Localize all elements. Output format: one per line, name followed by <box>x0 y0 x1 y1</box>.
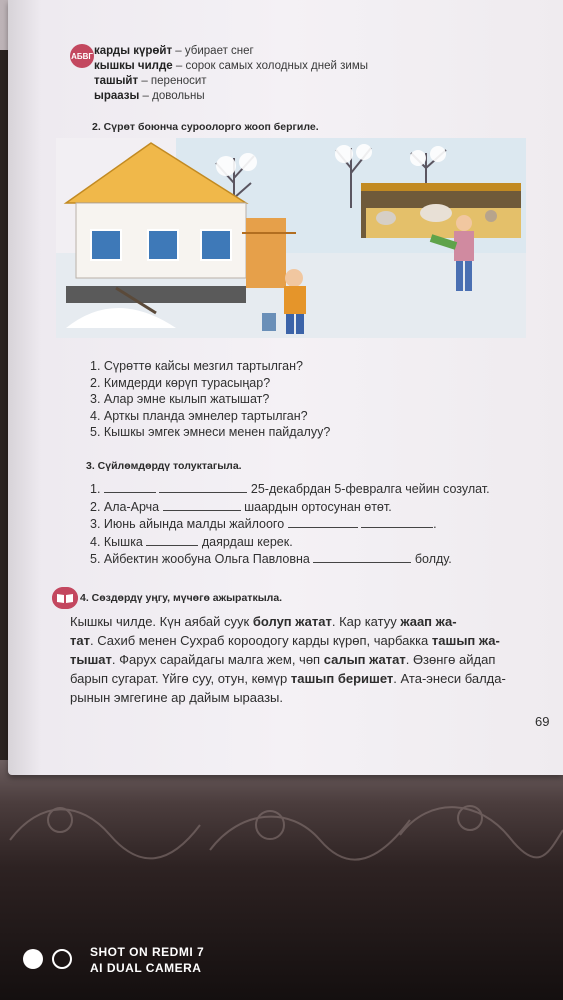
question-item: 1. Сүрөттө кайсы мезгил тартылган? <box>90 359 303 373</box>
sentence-item <box>90 516 550 534</box>
vocab-term: карды күрөйт <box>94 45 173 57</box>
blank-line <box>163 499 241 511</box>
question-item: 3. Алар эмне кылып жатышат? <box>90 392 270 406</box>
sentence-start: 3. Июнь айында малды жайлоого <box>90 517 285 531</box>
sentence-start: 4. Кышка <box>90 534 143 549</box>
textbook-page <box>8 0 563 775</box>
paragraph-line <box>70 688 552 707</box>
sentence-end: болду. <box>414 552 452 566</box>
vocabulary-list <box>94 44 494 104</box>
alphabet-icon <box>70 44 94 68</box>
sentence-end: 25-декабрдан 5-февралга чейин созулат. <box>250 482 490 496</box>
bold-verb: ташып беришет <box>290 671 394 686</box>
task3-sentences <box>90 481 550 569</box>
sentence-end: . <box>433 517 437 531</box>
paragraph-line <box>70 650 552 669</box>
question-item: 4. Арткы планда эмнелер тартылган? <box>90 408 308 423</box>
text-segment: . Ата-энеси балда- <box>393 671 506 686</box>
task2-heading: 2. Сүрөт боюнча суроолорго жооп бергиле. <box>92 121 319 133</box>
watermark-line: AI DUAL CAMERA <box>90 961 202 975</box>
vocab-term: ташыйт <box>94 75 139 87</box>
question-item: 2. Кимдерди көрүп турасыңар? <box>90 375 271 390</box>
text-segment: рынын эмгегине ар дайым ыраазы. <box>70 690 284 705</box>
camera-watermark <box>90 944 204 976</box>
sentence-start: 2. Ала-Арча <box>90 499 160 514</box>
open-book-icon <box>52 587 78 609</box>
sentence-item <box>90 481 550 499</box>
paragraph-line <box>70 631 552 650</box>
blank-line <box>361 516 433 528</box>
bold-verb: жаап жа- <box>400 614 457 629</box>
task4-paragraph <box>70 612 552 707</box>
task4-heading: 4. Сөздөрдү уңгу, мүчөгө ажыраткыла. <box>80 592 283 604</box>
page-number: 69 <box>535 714 550 729</box>
sentence-end: даярдаш керек. <box>201 534 293 549</box>
text-segment: . Фарух сарайдагы малга жем, чөп <box>111 652 324 667</box>
vocab-term: кышкы чилде <box>94 60 173 72</box>
bold-verb: ташып жа- <box>431 633 500 648</box>
sentence-end: шаардын ортосунан өтөт. <box>244 499 392 514</box>
floral-pattern <box>0 780 563 870</box>
paragraph-line <box>70 669 552 688</box>
text-segment: . Сахиб менен Сухраб короодогу карды күрөп, чарбакка <box>89 633 432 648</box>
question-item: 5. Кышкы эмгек эмнеси менен пайдалуу? <box>90 425 331 439</box>
blank-line <box>159 481 247 493</box>
vocab-meaning: – довольны <box>139 90 205 102</box>
bold-verb: тышат <box>70 652 112 667</box>
blank-line <box>146 534 198 546</box>
text-segment: . Өзөнгө айдап <box>405 652 496 667</box>
vocab-term: ыраазы <box>94 90 140 102</box>
sentence-item <box>90 499 550 517</box>
watermark-line: SHOT ON REDMI 7 <box>90 945 205 959</box>
vocab-meaning: – сорок самых холодных дней зимы <box>172 60 368 72</box>
blank-line <box>104 481 156 493</box>
text-segment: . Кар катуу <box>331 614 401 629</box>
vocab-item <box>94 89 494 104</box>
blank-line <box>313 551 411 563</box>
winter-illustration <box>56 138 526 338</box>
vocab-meaning: – убирает снег <box>172 45 254 57</box>
text-segment: Кышкы чилде. Күн аябай суук <box>70 614 253 629</box>
paragraph-line <box>70 612 552 631</box>
vocab-item <box>94 59 494 74</box>
vocab-item <box>94 44 494 59</box>
bold-verb: салып жатат <box>323 652 406 667</box>
sentence-start: 5. Айбектин жообуна Ольга Павловна <box>90 552 310 566</box>
sentence-item <box>90 534 550 552</box>
task3-heading: 3. Сүйлөмдөрдү толуктагыла. <box>86 460 242 472</box>
sentence-start: 1. <box>90 482 101 496</box>
text-segment: барып сугарат. Үйгө суу, отун, көмүр <box>70 671 291 686</box>
bold-verb: болуп жатат <box>252 614 332 629</box>
vocab-item <box>94 74 494 89</box>
alphabet-icon-label: АБВГ <box>71 51 93 61</box>
vocab-meaning: – переносит <box>138 75 207 87</box>
sentence-item <box>90 551 550 569</box>
bold-verb: тат <box>70 633 90 648</box>
blank-line <box>288 516 358 528</box>
task2-questions <box>90 358 330 441</box>
camera-watermark-logo <box>22 948 78 970</box>
